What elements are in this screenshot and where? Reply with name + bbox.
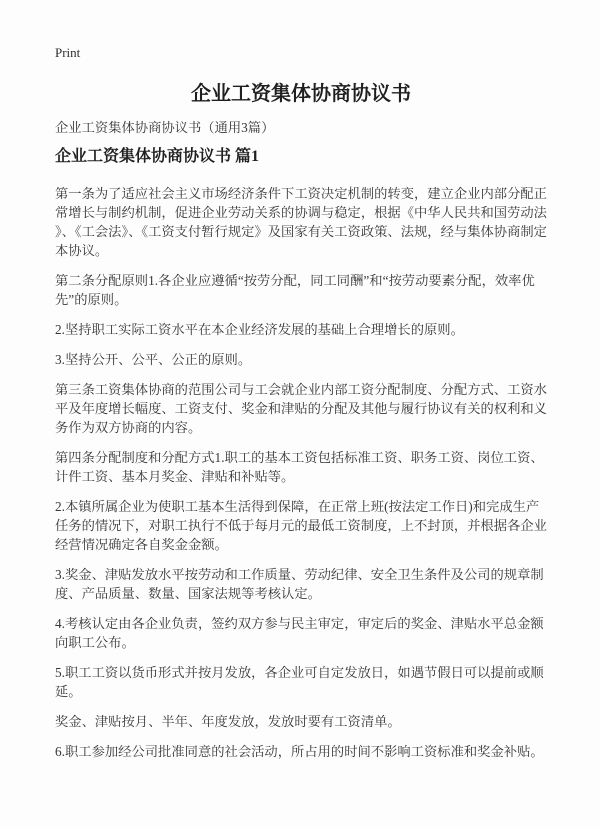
print-link[interactable]: Print xyxy=(55,45,81,60)
paragraph-article-1: 第一条为了适应社会主义市场经济条件下工资决定机制的转变，建立企业内部分配正常增长与制约机制，促进企业劳动关系的协调与稳定，根据《中华人民共和国劳动法》、《工会法》、《工资支付暂行规定》及国家有关工资政策、法规，经与集体协商制定本协议。 xyxy=(55,186,547,258)
paragraph-item-3: 3.奖金、津贴发放水平按劳动和工作质量、劳动纪律、安全卫生条件及公司的规章制度、产品质量、数量、国家法规等考核认定。 xyxy=(55,567,544,601)
paragraph-article-2: 第二条分配原则1.各企业应遵循“按劳分配，同工同酬”和“按劳动要素分配，效率优先”的原则。 xyxy=(55,273,535,307)
paragraph-article-3: 第三条工资集体协商的范围公司与工会就企业内部工资分配制度、分配方式、工资水平及年度增长幅度、工资支付、奖金和津贴的分配及其他与履行协议有关的权利和义务作为双方协商的内容。 xyxy=(55,382,547,435)
paragraph-bonus-schedule: 奖金、津贴按月、半年、年度发放，发放时要有工资清单。 xyxy=(55,714,401,729)
document-subtitle: 企业工资集体协商协议书（通用3篇） xyxy=(55,120,275,135)
paragraph-principle-2: 2.坚持职工实际工资水平在本企业经济发展的基础上合理增长的原则。 xyxy=(55,322,464,337)
document-title: 企业工资集体协商协议书 xyxy=(191,83,411,105)
paragraph-item-5: 5.职工工资以货币形式并按月发放，各企业可自定发放日，如遇节假日可以提前或顺延。 xyxy=(55,665,544,699)
paragraph-article-4: 第四条分配制度和分配方式1.职工的基本工资包括标准工资、职务工资、岗位工资、计件工资、基本月奖金、津贴和补贴等。 xyxy=(55,450,544,484)
section-heading-part1: 企业工资集体协商协议书 篇1 xyxy=(55,148,260,165)
paragraph-principle-3: 3.坚持公开、公平、公正的原则。 xyxy=(55,352,252,367)
paragraph-item-6: 6.职工参加经公司批准同意的社会活动，所占用的时间不影响工资标准和奖金补贴。 xyxy=(55,744,544,759)
paragraph-item-2: 2.本镇所属企业为使职工基本生活得到保障，在正常上班(按法定工作日)和完成生产任务的情况下，对职工执行不低于每月元的最低工资制度，上不封顶，并根据各企业经营情况确定各自奖金金额。 xyxy=(55,499,547,552)
paragraph-item-4: 4.考核认定由各企业负责，签约双方参与民主审定，审定后的奖金、津贴水平总金额向职工公布。 xyxy=(55,616,544,650)
